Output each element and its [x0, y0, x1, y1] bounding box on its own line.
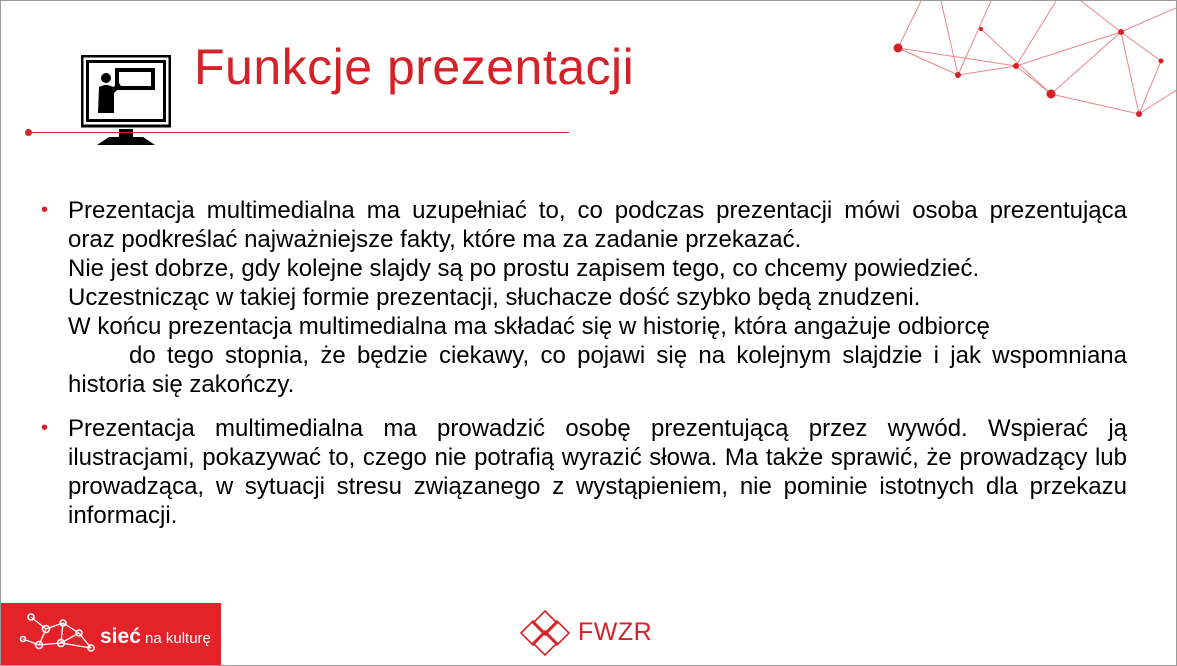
- logo-sub-text: na kulturę: [145, 630, 211, 647]
- bullet-paragraph: Prezentacja multimedialna ma prowadzić osobę prezentującą przez wywód. Wspierać ją ilustracjami, pokazywać to, czego nie potrafią wyrazić słowa. Ma także sprawić, że prowadzący lub prowadząca, w sytuacji stresu związanego z wystąpieniem, nie pominie istotnych dla przekazu informacji.: [68, 415, 1127, 529]
- title-underline: [28, 132, 569, 133]
- network-logo-icon: [1, 603, 101, 665]
- slide-title: Funkcje prezentacji: [194, 39, 635, 95]
- bullet-paragraph: do tego stopnia, że będzie ciekawy, co pojawi się na kolejnym slajdzie i jak wspomniana historia się zakończy.: [68, 342, 1127, 398]
- bullet-paragraph: Prezentacja multimedialna ma uzupełniać to, co podczas prezentacji mówi osoba prezentująca oraz podkreślać najważniejsze fakty, które ma za zadanie przekazać.: [68, 197, 1127, 253]
- slide-content: [41, 196, 1127, 545]
- bullet-marker: •: [41, 199, 49, 221]
- bullet-item: [41, 414, 1127, 530]
- fwzr-logo-text: FWZR: [578, 618, 653, 646]
- bullet-marker: •: [41, 417, 49, 439]
- bullet-paragraph: W końcu prezentacja multimedialna ma składać się w historię, która angażuje odbiorcę: [68, 313, 990, 340]
- bullet-paragraph: Nie jest dobrze, gdy kolejne slajdy są po prostu zapisem tego, co chcemy powiedzieć.: [68, 255, 980, 282]
- logo-main-text: sieć: [100, 625, 141, 648]
- fwzr-diamond-icon: [519, 609, 571, 657]
- bullet-paragraph: Uczestnicząc w takiej formie prezentacji, słuchacze dość szybko będą znudzeni.: [68, 284, 921, 311]
- network-decoration-icon: [881, 1, 1177, 126]
- bullet-item: [41, 196, 1127, 399]
- siec-na-kulture-logo: [1, 603, 221, 665]
